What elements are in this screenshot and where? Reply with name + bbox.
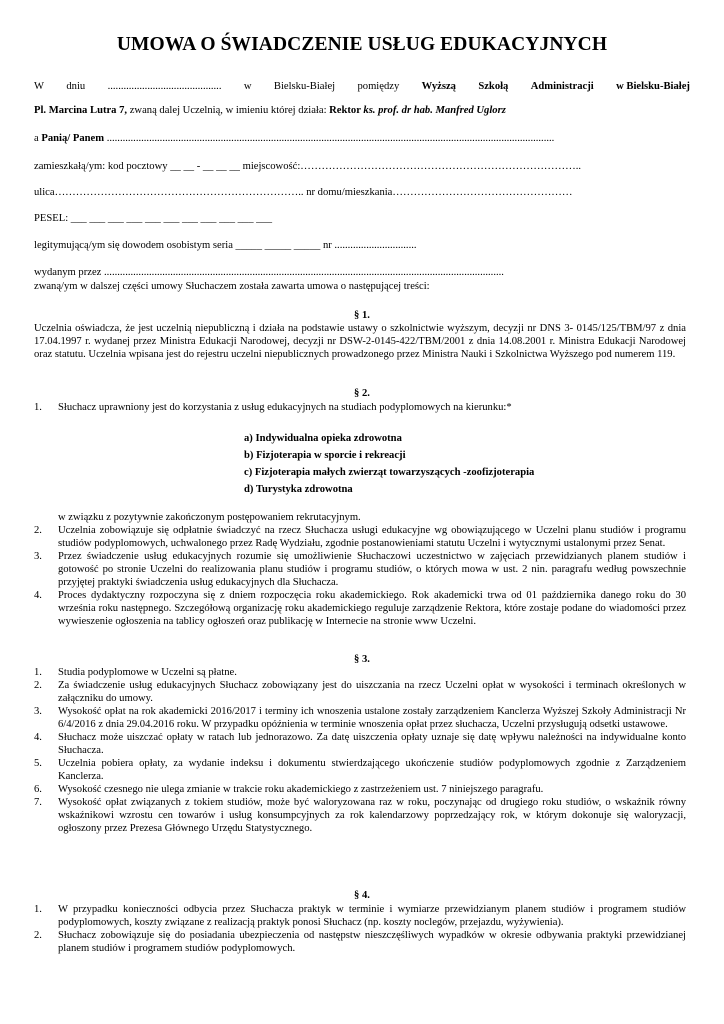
date-blank: ........................................... (107, 81, 222, 92)
item-text: Słuchacz zobowiązuje się do posiadania ubezpieczenia od następstw nieszczęśliwych wypadków w okresie odbywania praktyki przewidzianej planem studiów i programem studiów podyplomowych. (58, 930, 686, 954)
item-text: Uczelnia pobiera opłaty, za wydanie indeksu i dokumentu stwierdzającego ukończenie studiów podyplomowych zgodnie z Zarządzeniem Kanclerza. (58, 758, 686, 782)
intro-text: zwaną dalej Uczelnią, w imieniu której działa: (127, 105, 330, 116)
intro-line-2 (34, 104, 690, 117)
school-name-word: Administracji (530, 81, 594, 92)
list-item (34, 731, 686, 757)
school-name-word: Szkołą (478, 81, 509, 92)
item-text: Wysokość czesnego nie ulega zmianie w trakcie roku akademickiego z zastrzeżeniem ust. 7 niniejszego paragrafu. (58, 784, 544, 795)
list-item (34, 666, 686, 679)
intro-line-1 (34, 80, 690, 93)
list-item (34, 524, 686, 550)
field-of-study-options (244, 430, 534, 498)
section-2-list (34, 524, 686, 628)
address-line: zamieszkałą/ym: kod pocztowy __ __ - __ __ __ miejscowość:…………………………………………………………………….. (34, 161, 581, 172)
rector-name: ks. prof. dr hab. Manfred Uglorz (363, 105, 506, 116)
section-4-list (34, 903, 686, 955)
item-text: Uczelnia zobowiązuje się odpłatnie świadczyć na rzecz Słuchacza usługi edukacyjne wg obowiązującego w Uczelni planu studiów i programu studiów podyplomowych, uchwalonego przez Radę Wydziału, zgodnie postanowieniami statutu Uczelni i wytycznymi ustalonymi przez Senat. (58, 525, 686, 549)
document-title: UMOWA O ŚWIADCZENIE USŁUG EDUKACYJNYCH (116, 34, 608, 55)
item-number: 5. (34, 758, 42, 769)
study-option: c) Fizjoterapia małych zwierząt towarzyszących -zoofizjoterapia (244, 467, 535, 478)
item-text: Przez świadczenie usług edukacyjnych rozumie się umożliwienie Słuchaczowi uczestnictwo w zajęciach przewidzianych planem studiów i gotowość po stronie Uczelni do realizowania planu studiów i programu studiów, o których mowa w ust. 2 nin. paragrafu według powszechnie przyjętej praktyki świadczenia usług edukacyjnych dla Słuchacza. (58, 551, 686, 588)
study-option: d) Turystyka zdrowotna (244, 484, 353, 495)
item-number: 1. (34, 667, 42, 678)
school-name-word: w Bielsku-Białej (616, 81, 690, 92)
school-address: Pl. Marcina Lutra 7, (34, 105, 128, 116)
item-number: 1. (34, 904, 42, 915)
list-item (34, 796, 686, 835)
item-number: 2. (34, 525, 42, 536)
issued-by-line: wydanym przez ....................................................................................................................................................... (34, 267, 504, 278)
school-name-word: Wyższą (421, 81, 456, 92)
section-4-heading: § 4. (354, 890, 370, 901)
section-2-item-1 (34, 401, 686, 414)
section-1-heading: § 1. (354, 310, 370, 321)
item-text: W przypadku konieczności odbycia przez Słuchacza praktyk w terminie i wymiarze przewidzianym planem studiów i programem studiów podyplomowych, koszty związane z realizacją praktyk ponosi Słuchacz (np. koszty noclegów, przejazdu, wyżywienia). (58, 904, 686, 928)
section-1-text: Uczelnia oświadcza, że jest uczelnią niepubliczną i działa na podstawie ustawy o szkolnictwie wyższym, decyzji nr DNS 3- 0145/125/TBM/97 z dnia 17.04.1997 r. wydanej przez Ministra Edukacji Narodowej, decyzji nr DSW-2-0145-422/TBM/2001 z dnia 14.08.2001 r. Ministra Edukacji Narodowej oraz statutu. Uczelnia wpisana jest do rejestru uczelni niepublicznych prowadzonego przez Ministra Nauki i Szkolnictwa Wyższego pod numerem 119. (34, 323, 686, 360)
intro-word: dniu (66, 81, 86, 92)
item-number: 6. (34, 784, 42, 795)
intro-text: a (34, 133, 42, 144)
street-line: ulica…………………………………………………………….. nr domu/mieszkania…………………………………………… (34, 187, 573, 198)
id-card-line: legitymującą/ym się dowodem osobistym seria _____ _____ _____ nr ............................... (34, 240, 417, 251)
intro-word: pomiędzy (357, 81, 400, 92)
intro-word: W (34, 81, 44, 92)
section-2-after-options: w związku z pozytywnie zakończonym postępowaniem rekrutacyjnym. (58, 512, 361, 523)
rector-label: Rektor (329, 105, 364, 116)
name-blank: ......................................................................................................................................................................... (104, 133, 555, 144)
item-number: 4. (34, 732, 42, 743)
item-text: Za świadczenie usług edukacyjnych Słuchacz zobowiązany jest do uiszczania na rzecz Uczelni opłat w wysokości i terminach określonych w załączniku do umowy. (58, 680, 686, 704)
list-item (34, 589, 686, 628)
intro-closing-line: zwaną/ym w dalszej części umowy Słuchaczem została zawarta umowa o następującej treści: (34, 281, 430, 292)
list-item (34, 401, 686, 414)
pesel-line: PESEL: ___ ___ ___ ___ ___ ___ ___ ___ ___ ___ ___ (34, 213, 273, 224)
item-text: Słuchacz może uiszczać opłaty w ratach lub jednorazowo. Za datę uiszczenia opłaty uznaje się datę wpływu należności na indywidualne konto Słuchacza. (58, 732, 686, 756)
party-label: Panią/ Panem (41, 133, 105, 144)
section-3-heading: § 3. (354, 654, 370, 665)
list-item (34, 929, 686, 955)
list-item (34, 705, 686, 731)
item-number: 2. (34, 930, 42, 941)
list-item (34, 757, 686, 783)
list-item (34, 903, 686, 929)
item-number: 2. (34, 680, 42, 691)
item-number: 4. (34, 590, 42, 601)
list-item (34, 679, 686, 705)
list-item (34, 783, 686, 796)
section-2-heading: § 2. (354, 388, 370, 399)
item-text: Proces dydaktyczny rozpoczyna się z dniem rozpoczęcia roku akademickiego. Rok akademicki trwa od 01 października danego roku do 30 września roku następnego. Szczegółową organizację roku akademickiego reguluje zarządzenie Rektora, które zostaje podane do wiadomości przez wywieszenie ogłoszenia na tablicy ogłoszeń oraz publikację w Internecie na stronie www Uczelni. (58, 590, 686, 627)
item-number: 3. (34, 551, 42, 562)
item-text: Wysokość opłat na rok akademicki 2016/2017 i terminy ich wnoszenia ustalone zostały zarządzeniem Kanclerza Wyższej Szkoły Administracji Nr 6/4/2016 z dnia 29.04.2016 roku. W przypadku opóźnienia w terminie wnoszenia opłat przez słuchacza, Uczelni przysługują odsetki ustawowe. (58, 706, 686, 730)
list-item (34, 550, 686, 589)
item-number: 1. (34, 402, 42, 413)
section-3-list (34, 666, 686, 835)
study-option: b) Fizjoterapia w sporcie i rekreacji (244, 450, 406, 461)
intro-word: Bielsku-Białej (273, 81, 336, 92)
item-text: Słuchacz uprawniony jest do korzystania z usług edukacyjnych na studiach podyplomowych na kierunku:* (58, 402, 512, 413)
item-number: 7. (34, 797, 42, 808)
intro-line-3 (34, 132, 690, 145)
item-text: Studia podyplomowe w Uczelni są płatne. (58, 667, 237, 678)
study-option: a) Indywidualna opieka zdrowotna (244, 433, 402, 444)
item-text: Wysokość opłat związanych z tokiem studiów, może być waloryzowana raz w roku, poczynając od drugiego roku studiów, o wskaźnik równy wskaźnikowi wzrostu cen towarów i usług konsumpcyjnych za rok kalendarzowy poprzedzający rok, w którym dokonuje się waloryzacji, ogłoszony przez Prezesa Głównego Urzędu Statystycznego. (58, 797, 686, 834)
intro-word: w (243, 81, 252, 92)
item-number: 3. (34, 706, 42, 717)
